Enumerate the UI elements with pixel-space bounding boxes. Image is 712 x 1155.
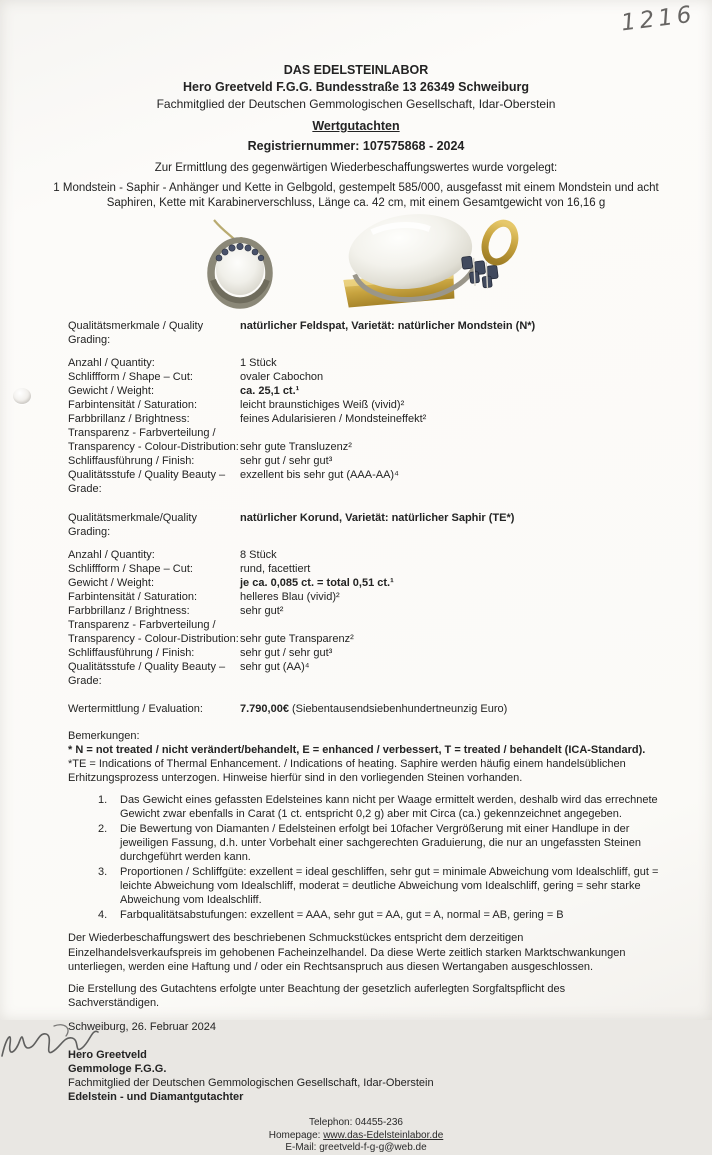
grading-value: natürlicher Feldspat, Varietät: natürlicher Mondstein (N*) bbox=[240, 320, 536, 332]
grading-row: Anzahl / Quantity: 8 Stück bbox=[68, 549, 277, 561]
grading-row: Farbintensität / Saturation: helleres Blau (vivid)² bbox=[68, 591, 340, 603]
grading-value: natürlicher Korund, Varietät: natürlicher Saphir (TE*) bbox=[240, 512, 515, 524]
valuation-amount-words: (Siebentausendsiebenhundertneunzig Euro) bbox=[288, 703, 508, 715]
signatory-membership: Fachmitglied der Deutschen Gemmologischen Gesellschaft, Idar-Oberstein bbox=[68, 1077, 434, 1089]
email-address: greetveld-f-g-g@web.de bbox=[319, 1142, 427, 1153]
pendant-photo-large bbox=[324, 214, 528, 310]
homepage-url: www.das-Edelsteinlabor.de bbox=[323, 1129, 444, 1141]
grading-row: Schliffform / Shape – Cut: ovaler Cabochon bbox=[68, 371, 324, 383]
valuation-label: Wertermittlung / Evaluation: bbox=[68, 703, 203, 715]
grading-section-sapphire bbox=[0, 511, 712, 688]
grading-row: Schliffform / Shape – Cut: rund, facettiert bbox=[68, 563, 311, 575]
footnote-item: 4. Farbqualitätsabstufungen: exzellent = AAA, sehr gut = AA, gut = A, normal = AB, gering = B bbox=[98, 909, 564, 921]
remarks-thermal-enhancement: *TE = Indications of Thermal Enhancement. / Indications of heating. Saphire werden häufig einem handelsüblichen Erhitzungsprozess unterzogen. Hinweise hierfür sind in den vorliegenden Steinen vorhanden. bbox=[68, 758, 626, 784]
valuation-value bbox=[240, 702, 712, 716]
grading-row: Gewicht / Weight: ca. 25,1 ct.¹ bbox=[68, 385, 300, 397]
grading-label: Qualitätsmerkmale/Quality Grading: bbox=[68, 512, 197, 538]
due-diligence-paragraph: Die Erstellung des Gutachtens erfolgte unter Beachtung der gesetzlich auferlegten Sorgfaltspflicht des Sachverständigen. bbox=[68, 982, 566, 1009]
grading-row: Farbbrillanz / Brightness: sehr gut² bbox=[68, 605, 284, 617]
phone-line: Telephon: 04455-236 bbox=[309, 1117, 403, 1128]
embossed-seal-mark bbox=[13, 388, 31, 404]
registration-number: Registriernummer: 107575868 - 2024 bbox=[247, 139, 465, 153]
footnote-item: 1. Das Gewicht eines gefassten Edelsteines kann nicht per Waage ermittelt werden, deshalb wird das errechnete Gewicht zwar ebenfalls in Carat (1 ct. entspricht 0,2 g) aber mit Circa (ca.) gekennzeichnet angegeben. bbox=[98, 794, 658, 820]
signatory-name: Hero Greetveld bbox=[68, 1049, 147, 1061]
grading-header-row bbox=[68, 511, 712, 539]
valuation-amount: 7.790,00€ bbox=[240, 703, 289, 715]
signatory-role: Edelstein - und Diamantgutachter bbox=[68, 1091, 244, 1103]
grading-header-row bbox=[68, 319, 712, 347]
item-description: 1 Mondstein - Saphir - Anhänger und Kette in Gelbgold, gestempelt 585/000, ausgefasst mit einem Mondstein und acht Saphiren, Kette mit Karabinerverschluss, Länge ca. 42 cm, mit einem Gesamtgewicht von 16,16 g bbox=[53, 182, 659, 209]
grading-row: Gewicht / Weight: je ca. 0,085 ct. = total 0,51 ct.¹ bbox=[68, 577, 394, 589]
footnotes-list bbox=[68, 793, 712, 922]
handwritten-signature bbox=[0, 1018, 134, 1064]
grading-row: Anzahl / Quantity: 1 Stück bbox=[68, 357, 277, 369]
grading-row: Farbintensität / Saturation: leicht braunstichiges Weiß (vivid)² bbox=[68, 399, 405, 411]
homepage-line: Homepage: www.das-Edelsteinlabor.de bbox=[268, 1129, 444, 1141]
jewelry-photos bbox=[0, 216, 712, 310]
signature-block bbox=[0, 1048, 712, 1104]
grading-row: Schliffausführung / Finish: sehr gut / sehr gut³ bbox=[68, 455, 333, 467]
remarks-treatment-codes: * N = not treated / nicht verändert/behandelt, E = enhanced / verbessert, T = treated / behandelt (ICA-Standard). bbox=[68, 744, 646, 756]
signatory-title: Gemmologe F.G.G. bbox=[68, 1063, 167, 1075]
lab-membership: Fachmitglied der Deutschen Gemmologischen Gesellschaft, Idar-Oberstein bbox=[156, 97, 556, 111]
place-date-line: Schweiburg, 26. Februar 2024 bbox=[68, 1020, 216, 1033]
grading-row: Transparenz - Farbverteilung / bbox=[68, 619, 216, 631]
grading-row: Transparency - Colour-Distribution: sehr gute Transparenz² bbox=[68, 633, 354, 645]
lab-address: Hero Greetveld F.G.G. Bundesstraße 13 26349 Schweiburg bbox=[183, 80, 529, 94]
grading-row: Qualitätsstufe / Quality Beauty – Grade: sehr gut (AA)⁴ bbox=[68, 661, 310, 687]
valuation-section bbox=[0, 702, 712, 716]
document-type-title: Wertgutachten bbox=[312, 119, 400, 133]
grading-row: Farbbrillanz / Brightness: feines Adularisieren / Mondsteineffekt² bbox=[68, 413, 427, 425]
footnote-item: 2. Die Bewertung von Diamanten / Edelsteinen erfolgt bei 10facher Vergrößerung mit einer Handlupe in der jeweiligen Fassung, d.h. unter Vorbehalt einer sachgerechten Graduierung, die nur an ungefassten Steinen durchgeführt werden kann. bbox=[98, 823, 642, 863]
certificate-header bbox=[0, 0, 712, 174]
remarks-section bbox=[0, 729, 712, 922]
footnote-item: 3. Proportionen / Schliffgüte: exzellent = ideal geschliffen, sehr gut = minimale Abweichung vom Idealschliff, gut = leichte Abweichung vom Idealschliff, moderat = deutliche Abweichung vom Idealschliff, gering = sehr starke Abweichung vom Idealschliff. bbox=[98, 866, 659, 906]
grading-row: Transparenz - Farbverteilung / bbox=[68, 427, 216, 439]
email-line: E-Mail: greetveld-f-g-g@web.de bbox=[285, 1142, 427, 1153]
purpose-line: Zur Ermittlung des gegenwärtigen Wiederbeschaffungswertes wurde vorgelegt: bbox=[154, 162, 558, 174]
replacement-value-paragraph: Der Wiederbeschaffungswert des beschriebenen Schmuckstückes entspricht dem derzeitigen Einzelhandelsverkaufspreis im gehobenen Facheinzelhandel. Da diese Werte zeitlich starken Marktschwankungen unterliegen, werden eine Haftung und / oder ein Rechtsanspruch aus diesen Wertangaben ausgeschlossen. bbox=[68, 932, 626, 973]
pendant-photo-small bbox=[184, 218, 296, 310]
grading-label: Qualitätsmerkmale / Quality Grading: bbox=[68, 320, 204, 346]
grading-section-moonstone bbox=[0, 319, 712, 496]
grading-row: Schliffausführung / Finish: sehr gut / sehr gut³ bbox=[68, 647, 333, 659]
remarks-heading: Bemerkungen: bbox=[68, 730, 140, 742]
lab-name: DAS EDELSTEINLABOR bbox=[283, 63, 429, 77]
handwritten-inventory-number: 1216 bbox=[620, 1, 698, 37]
grading-row: Transparency - Colour-Distribution: sehr gute Transluzenz² bbox=[68, 441, 352, 453]
contact-footer bbox=[0, 1117, 712, 1155]
grading-row: Qualitätsstufe / Quality Beauty – Grade: exzellent bis sehr gut (AAA-AA)⁴ bbox=[68, 469, 399, 495]
